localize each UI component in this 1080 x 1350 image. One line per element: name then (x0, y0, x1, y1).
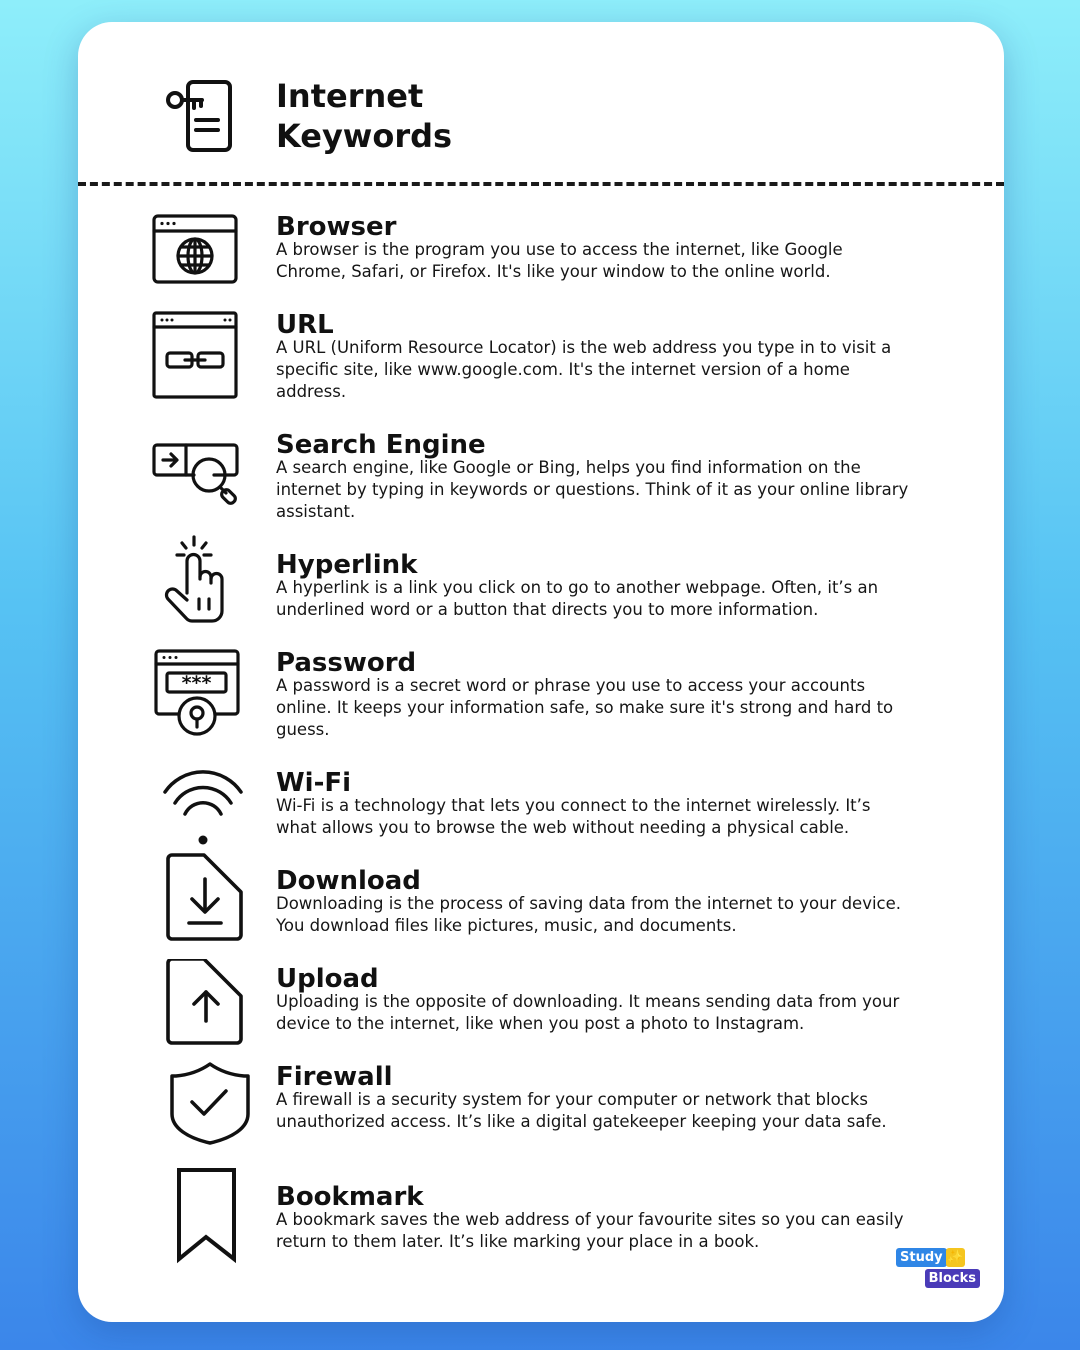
term-description: Downloading is the process of saving data from the internet to your device. You download files like pictures, music, and documents. (276, 894, 902, 935)
term-title: Firewall (276, 1062, 393, 1092)
term-title: Wi-Fi (276, 768, 352, 798)
term-description: A search engine, like Google or Bing, helps you find information on the internet by typing in keywords or questions. Think of it as your online library assistant. (276, 458, 909, 521)
browser-globe-icon (152, 211, 252, 311)
term-title: Download (276, 866, 421, 896)
term-title: Browser (276, 212, 397, 242)
document-key-icon (166, 78, 250, 162)
term-description: A password is a secret word or phrase you use to access your accounts online. It keeps your information safe, so make sure it's strong and hard to guess. (276, 676, 894, 739)
term-description: A hyperlink is a link you click on to go to another webpage. Often, it’s an underlined word or a button that directs you to more information. (276, 578, 879, 619)
page-title (276, 76, 576, 156)
url-link-icon (152, 309, 252, 409)
file-upload-icon (152, 959, 252, 1059)
hand-click-icon (152, 529, 252, 629)
dashed-divider (78, 182, 1004, 186)
password-lock-icon (152, 647, 252, 747)
title-line-2: Keywords (276, 117, 453, 155)
title-line-1: Internet (276, 77, 424, 115)
shield-check-icon (152, 1061, 252, 1161)
term-description: A firewall is a security system for your computer or network that blocks unauthorized access. It’s like a digital gatekeeper keeping your data safe. (276, 1090, 887, 1131)
term-description: A URL (Uniform Resource Locator) is the web address you type in to visit a specific site, like www.google.com. It's the internet version of a home address. (276, 338, 892, 401)
logo-text-study: Study (896, 1248, 947, 1267)
file-download-icon (152, 851, 252, 951)
term-description: A browser is the program you use to access the internet, like Google Chrome, Safari, or Firefox. It's like your window to the online world. (276, 240, 843, 281)
term-title: URL (276, 310, 334, 340)
keyword-card (78, 22, 1004, 1322)
term-title: Hyperlink (276, 550, 418, 580)
term-title: Upload (276, 964, 379, 994)
term-title: Password (276, 648, 417, 678)
term-title: Search Engine (276, 430, 486, 460)
search-engine-icon (152, 429, 252, 529)
svg-text:***: *** (181, 672, 212, 694)
term-description: Wi-Fi is a technology that lets you connect to the internet wirelessly. It’s what allows you to browse the web without needing a physical cable. (276, 796, 871, 837)
logo-text-blocks: Blocks (925, 1269, 980, 1288)
term-description: Uploading is the opposite of downloading. It means sending data from your device to the internet, like when you post a photo to Instagram. (276, 992, 900, 1033)
study-blocks-logo (896, 1248, 980, 1292)
bookmark-icon (152, 1167, 252, 1267)
term-title: Bookmark (276, 1182, 424, 1212)
term-description: A bookmark saves the web address of your favourite sites so you can easily return to them later. It’s like marking your place in a book. (276, 1210, 904, 1251)
logo-spark-icon: ✨ (947, 1250, 964, 1265)
